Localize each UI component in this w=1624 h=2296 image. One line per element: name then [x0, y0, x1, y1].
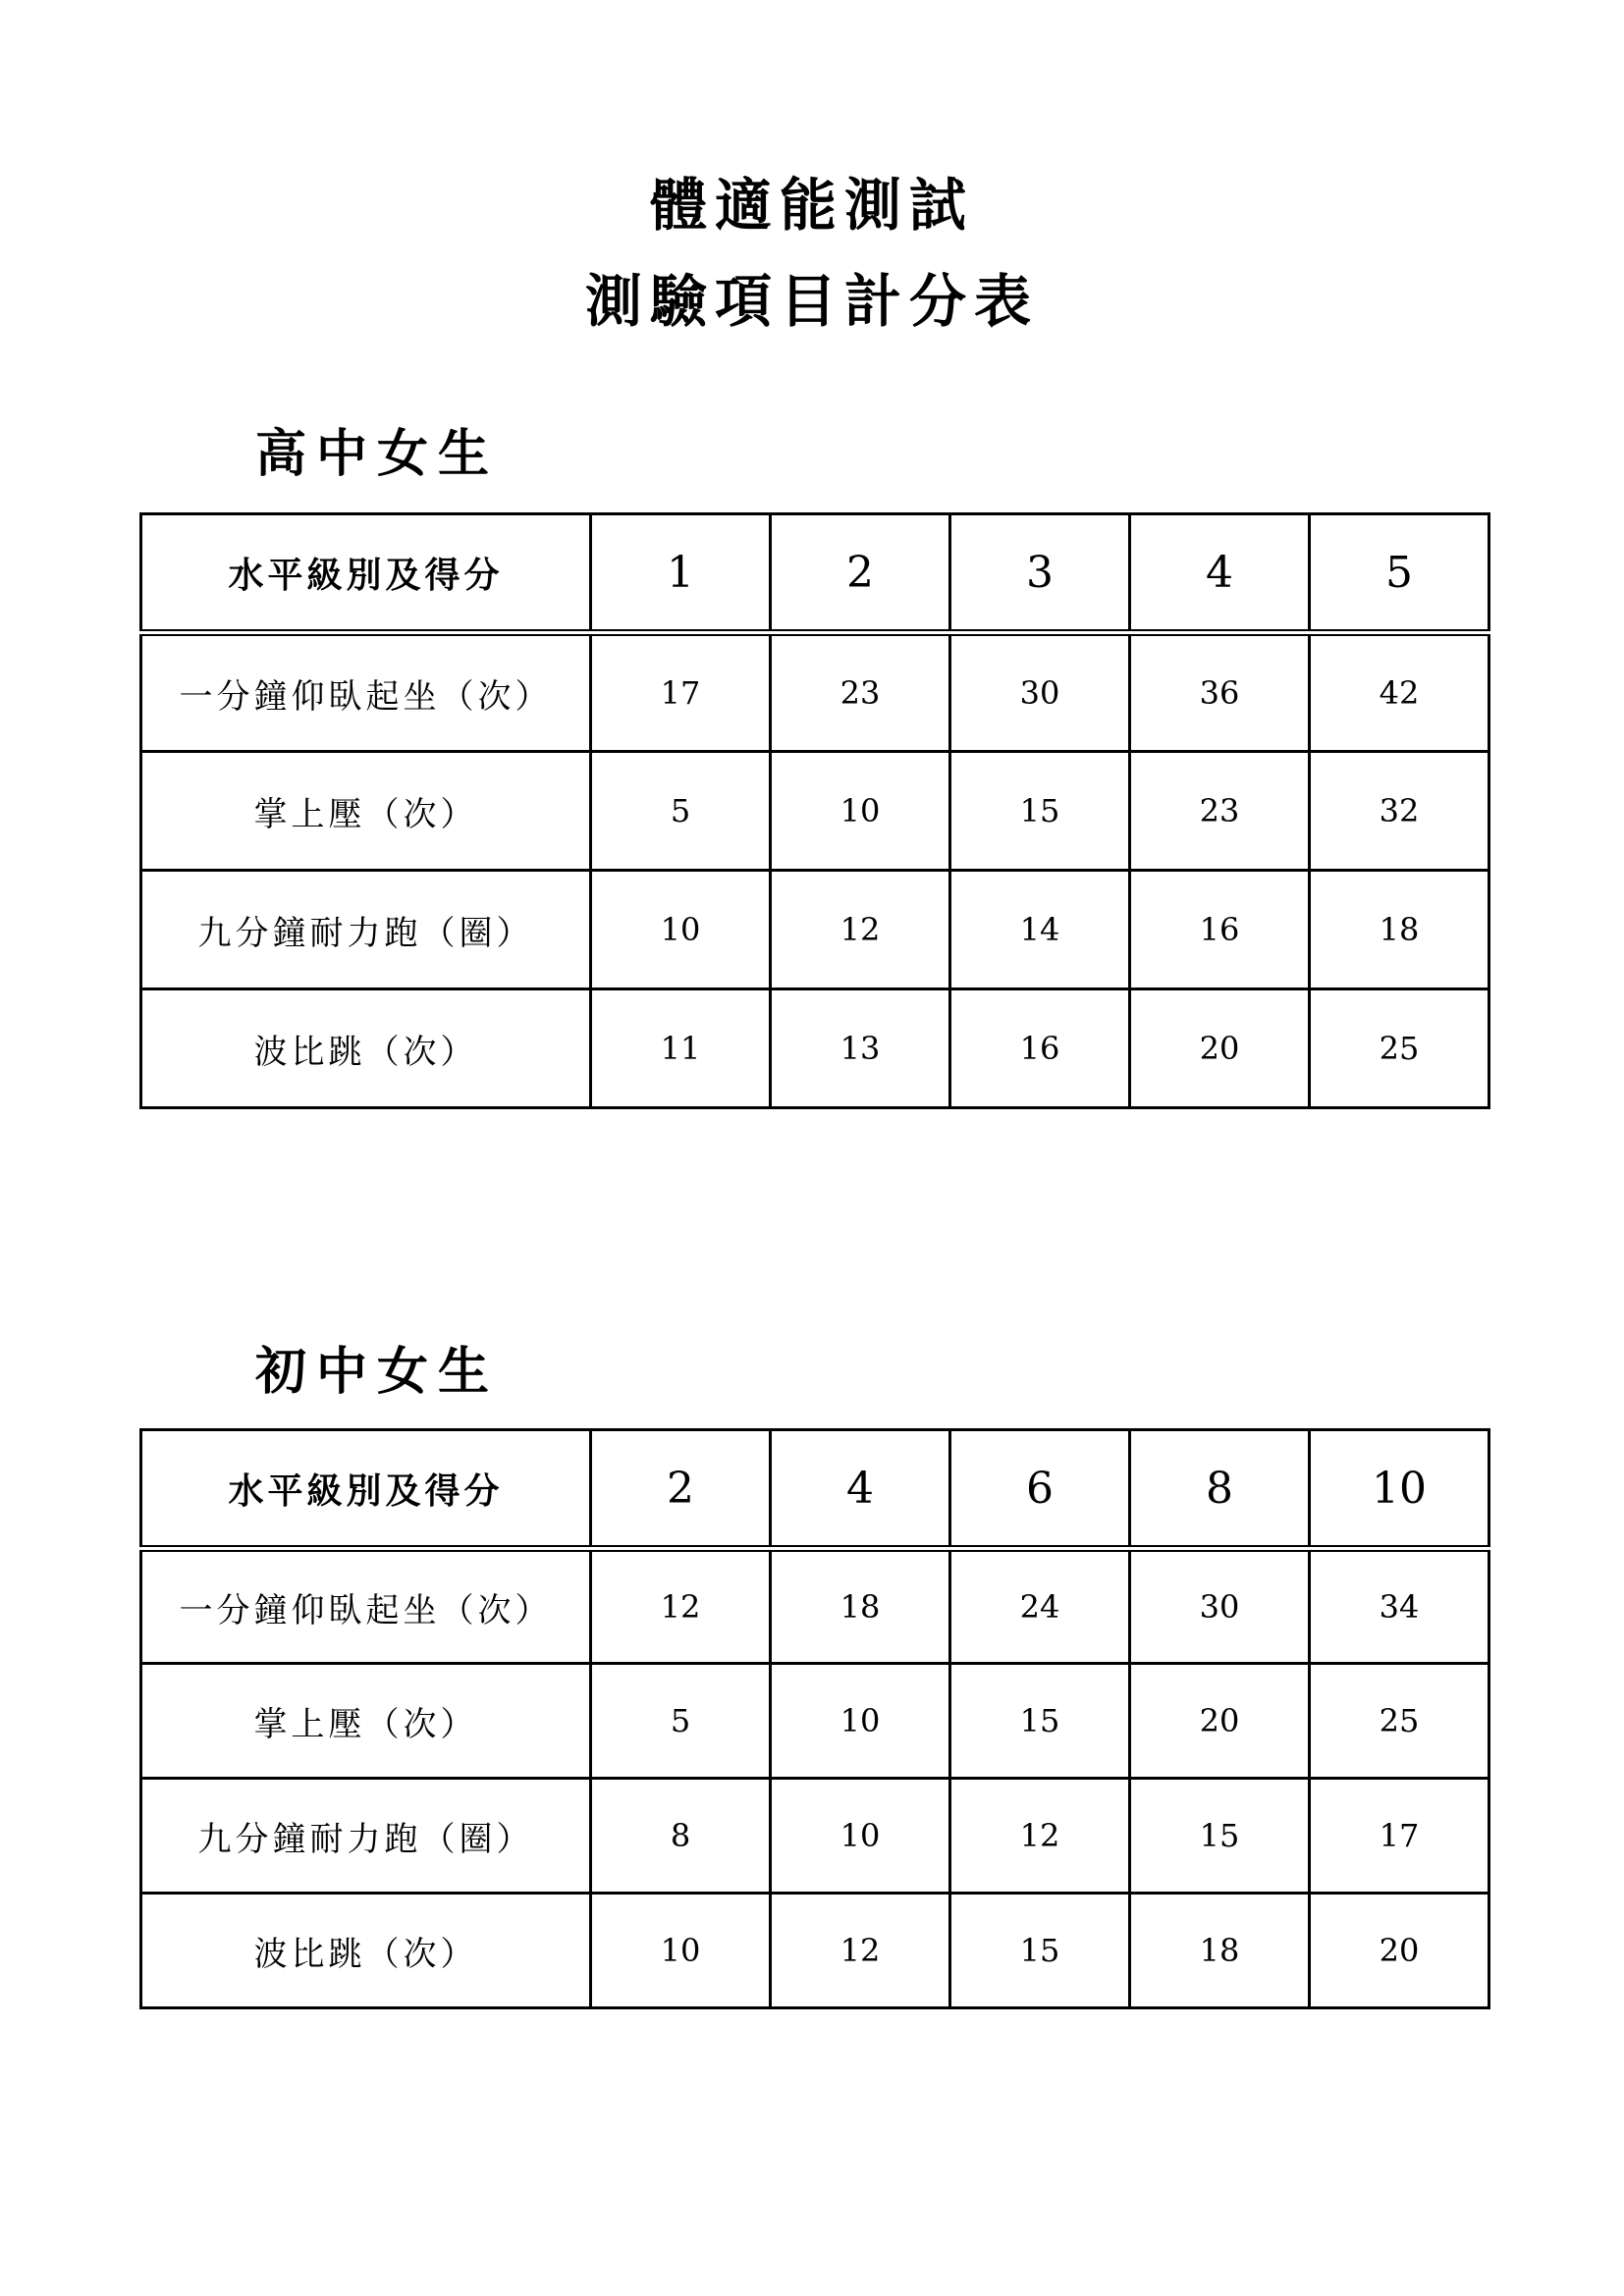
table-cell: 18 — [771, 1549, 950, 1664]
table-cell: 17 — [1310, 1779, 1489, 1894]
table-cell: 20 — [1310, 1894, 1489, 2008]
table-row — [141, 1894, 1489, 2008]
row-label: 一分鐘仰臥起坐（次） — [141, 633, 591, 752]
row-label: 掌上壓（次） — [141, 1664, 591, 1779]
row-label: 掌上壓（次） — [141, 752, 591, 871]
level-header: 3 — [950, 514, 1130, 633]
level-header: 10 — [1310, 1430, 1489, 1549]
table-row — [141, 1549, 1489, 1664]
level-header: 1 — [591, 514, 771, 633]
row-label: 九分鐘耐力跑（圈） — [141, 871, 591, 989]
table-cell: 12 — [591, 1549, 771, 1664]
header-label: 水平級別及得分 — [141, 514, 591, 633]
table-cell: 15 — [950, 1894, 1130, 2008]
row-label: 九分鐘耐力跑（圈） — [141, 1779, 591, 1894]
table-cell: 12 — [771, 871, 950, 989]
table-cell: 10 — [771, 1779, 950, 1894]
table-row — [141, 752, 1489, 871]
table-cell: 10 — [771, 1664, 950, 1779]
table-cell: 36 — [1130, 633, 1310, 752]
table-cell: 10 — [591, 1894, 771, 2008]
table-row — [141, 1779, 1489, 1894]
score-table-junior — [139, 1428, 1490, 2009]
table-cell: 20 — [1130, 989, 1310, 1108]
table-cell: 16 — [950, 989, 1130, 1108]
table-cell: 12 — [771, 1894, 950, 2008]
level-header: 2 — [771, 514, 950, 633]
table-cell: 5 — [591, 1664, 771, 1779]
row-label: 波比跳（次） — [141, 1894, 591, 2008]
table-cell: 30 — [1130, 1549, 1310, 1664]
section-title-junior: 初中女生 — [255, 1342, 500, 1402]
table-cell: 24 — [950, 1549, 1130, 1664]
table-cell: 16 — [1130, 871, 1310, 989]
table-cell: 17 — [591, 633, 771, 752]
table-header-row — [141, 1430, 1489, 1549]
table-cell: 12 — [950, 1779, 1130, 1894]
table-cell: 18 — [1130, 1894, 1310, 2008]
header-label: 水平級別及得分 — [141, 1430, 591, 1549]
table-row — [141, 871, 1489, 989]
level-header: 4 — [771, 1430, 950, 1549]
table-cell: 23 — [1130, 752, 1310, 871]
table-cell: 10 — [771, 752, 950, 871]
table-cell: 15 — [950, 752, 1130, 871]
table-row — [141, 1664, 1489, 1779]
table-cell: 13 — [771, 989, 950, 1108]
level-header: 8 — [1130, 1430, 1310, 1549]
table-row — [141, 989, 1489, 1108]
table-cell: 18 — [1310, 871, 1489, 989]
level-header: 6 — [950, 1430, 1130, 1549]
table-cell: 25 — [1310, 989, 1489, 1108]
table-row — [141, 633, 1489, 752]
table-cell: 42 — [1310, 633, 1489, 752]
document-subtitle: 測驗項目計分表 — [584, 268, 1039, 335]
row-label: 一分鐘仰臥起坐（次） — [141, 1549, 591, 1664]
section-title-senior: 高中女生 — [255, 424, 500, 484]
table-cell: 8 — [591, 1779, 771, 1894]
level-header: 5 — [1310, 514, 1489, 633]
level-header: 4 — [1130, 514, 1310, 633]
table-header-row — [141, 514, 1489, 633]
row-label: 波比跳（次） — [141, 989, 591, 1108]
level-header: 2 — [591, 1430, 771, 1549]
document-title: 體適能測試 — [649, 172, 974, 239]
table-cell: 10 — [591, 871, 771, 989]
table-cell: 32 — [1310, 752, 1489, 871]
table-cell: 15 — [1130, 1779, 1310, 1894]
table-cell: 14 — [950, 871, 1130, 989]
table-cell: 15 — [950, 1664, 1130, 1779]
score-table-senior — [139, 512, 1490, 1109]
table-cell: 25 — [1310, 1664, 1489, 1779]
table-cell: 23 — [771, 633, 950, 752]
table-cell: 34 — [1310, 1549, 1489, 1664]
table-cell: 20 — [1130, 1664, 1310, 1779]
table-cell: 30 — [950, 633, 1130, 752]
table-cell: 5 — [591, 752, 771, 871]
table-cell: 11 — [591, 989, 771, 1108]
